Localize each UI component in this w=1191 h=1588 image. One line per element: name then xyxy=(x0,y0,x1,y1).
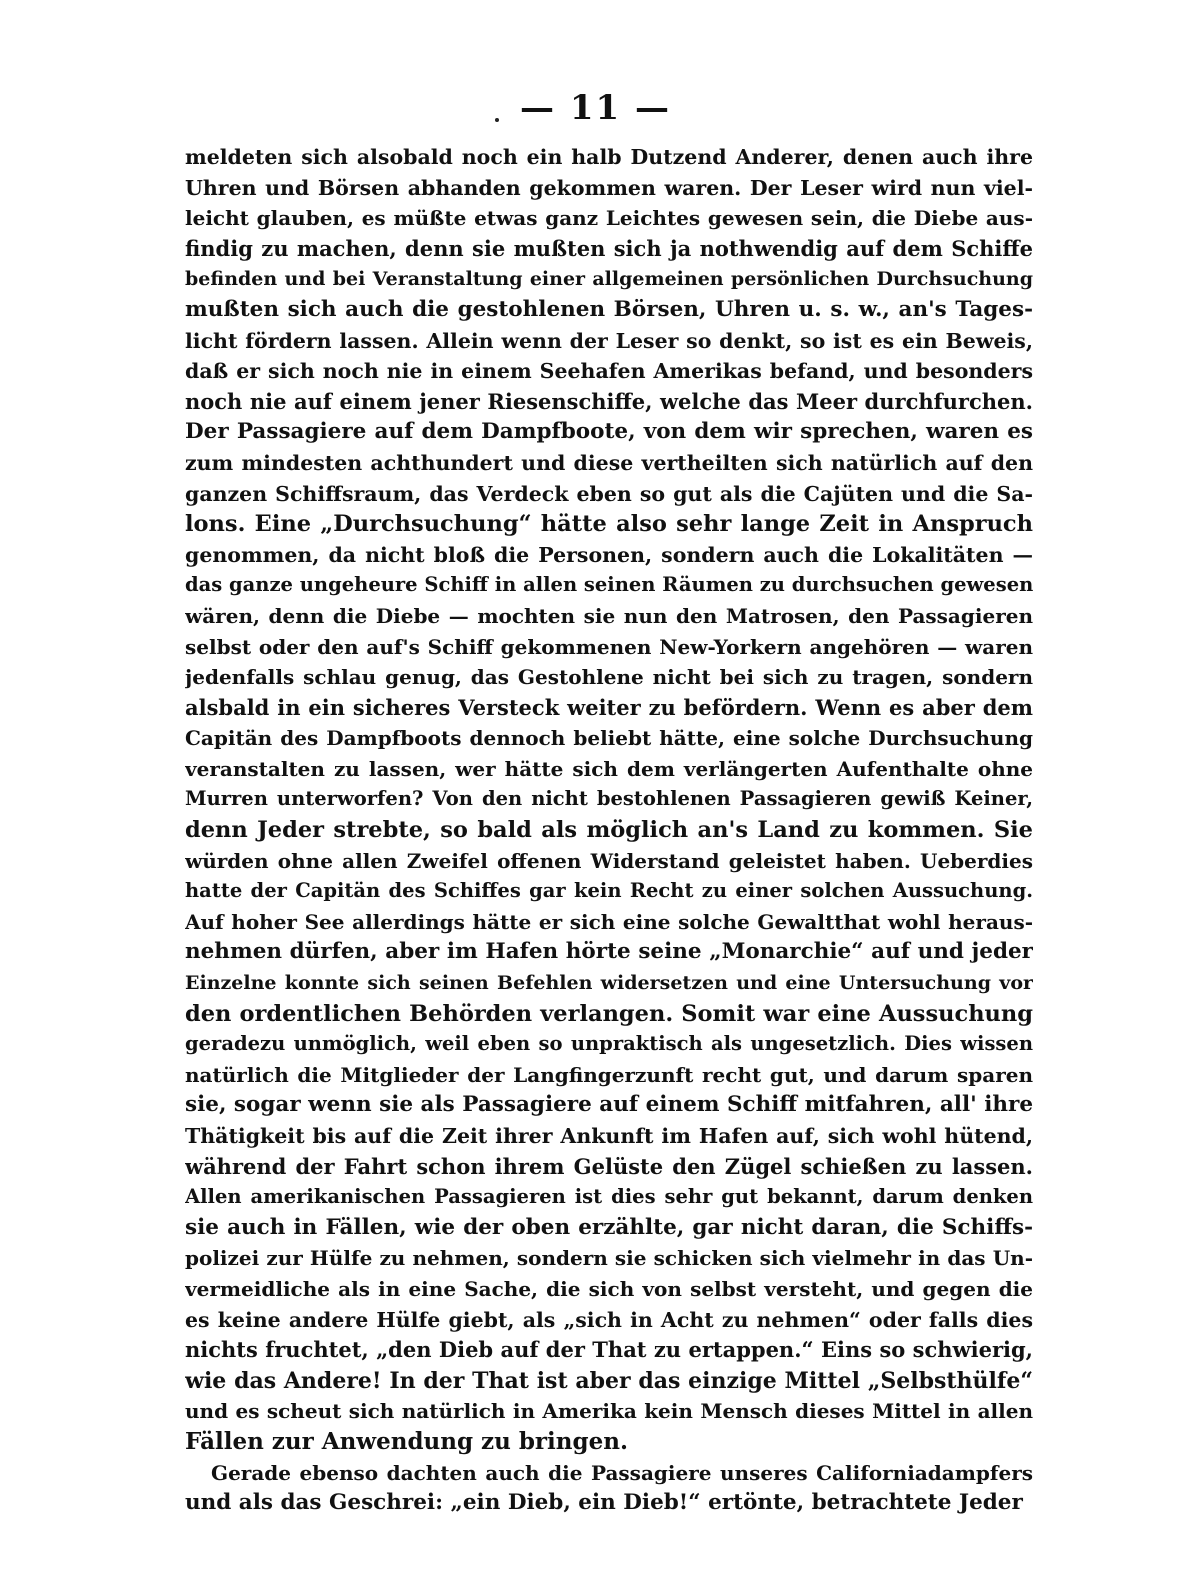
text-line: Uhren und Börsen abhanden gekommen waren. Der Leser wird nun viel- xyxy=(185,175,1033,200)
text-line: denn Jeder strebte, so bald als möglich an's Land zu kommen. Sie xyxy=(185,817,1033,844)
text-line: ganzen Schiffsraum, das Verdeck eben so gut als die Cajüten und die Sa- xyxy=(185,481,1033,506)
text-line: selbst oder den auf's Schiff gekommenen New-Yorkern angehören — waren xyxy=(185,634,1033,659)
text-line: leicht glauben, es müßte etwas ganz Leichtes gewesen sein, die Diebe aus- xyxy=(185,206,1033,231)
text-line: Allen amerikanischen Passagieren ist dies sehr gut bekannt, darum denken xyxy=(185,1185,1033,1209)
text-line: mußten sich auch die gestohlenen Börsen, Uhren u. s. w., an's Tages- xyxy=(185,296,1033,322)
text-line: lons. Eine „Durchsuchung“ hätte also sehr lange Zeit in Anspruch xyxy=(185,511,1033,538)
text-line: es keine andere Hülfe giebt, als „sich in Acht zu nehmen“ oder falls dies xyxy=(185,1307,1033,1332)
text-line: vermeidliche als in eine Sache, die sich von selbst versteht, und gegen die xyxy=(185,1276,1033,1301)
text-line: das ganze ungeheure Schiff in allen seinen Räumen zu durchsuchen gewesen xyxy=(185,573,1033,597)
text-line: veranstalten zu lassen, wer hätte sich dem verlängerten Aufenthalte ohne xyxy=(185,756,1033,781)
text-line: und es scheut sich natürlich in Amerika kein Mensch dieses Mittel in allen xyxy=(185,1399,1033,1424)
text-line: sie auch in Fällen, wie der oben erzählte, gar nicht daran, die Schiffs- xyxy=(185,1214,1033,1240)
text-line: Fällen zur Anwendung zu bringen. xyxy=(185,1427,628,1455)
text-line: während der Fahrt schon ihrem Gelüste den Zügel schießen zu lassen. xyxy=(185,1153,1033,1179)
text-line: nichts fruchtet, „den Dieb auf der That zu ertappen.“ Eins so schwierig, xyxy=(185,1337,1033,1363)
text-line: den ordentlichen Behörden verlangen. Somit war eine Aussuchung xyxy=(185,1000,1033,1027)
text-line: noch nie auf einem jener Riesenschiffe, welche das Meer durchfurchen. xyxy=(185,388,1033,414)
body-text xyxy=(185,142,1033,1519)
text-line: alsbald in ein sicheres Versteck weiter zu befördern. Wenn es aber dem xyxy=(185,694,1033,720)
page-number: — 11 — xyxy=(520,88,671,128)
text-line: meldeten sich alsobald noch ein halb Dutzend Anderer, denen auch ihre xyxy=(185,145,1033,169)
text-line: Auf hoher See allerdings hätte er sich eine solche Gewaltthat wohl heraus- xyxy=(185,909,1033,934)
text-line: Einzelne konnte sich seinen Befehlen widersetzen und eine Untersuchung vor xyxy=(185,972,1033,995)
text-line: befinden und bei Veranstaltung einer allgemeinen persönlichen Durchsuchung xyxy=(185,268,1033,291)
text-line: geradezu unmöglich, weil eben so unpraktisch als ungesetzlich. Dies wissen xyxy=(185,1032,1033,1056)
text-line: und als das Geschrei: „ein Dieb, ein Dieb!“ ertönte, betrachtete Jeder xyxy=(185,1490,1023,1516)
text-line: zum mindesten achthundert und diese vertheilten sich natürlich auf den xyxy=(185,450,1033,475)
text-line: wie das Andere! In der That ist aber das einzige Mittel „Selbsthülfe“ xyxy=(185,1367,1033,1394)
text-line: findig zu machen, denn sie mußten sich ja nothwendig auf dem Schiffe xyxy=(185,235,1033,261)
print-speck xyxy=(495,118,499,122)
text-line: jedenfalls schlau genug, das Gestohlene nicht bei sich zu tragen, sondern xyxy=(185,665,1033,690)
text-line: Der Passagiere auf dem Dampfboote, von dem wir sprechen, waren es xyxy=(185,419,1033,445)
text-line: sie, sogar wenn sie als Passagiere auf einem Schiff mitfahren, all' ihre xyxy=(185,1092,1033,1118)
text-line: Thätigkeit bis auf die Zeit ihrer Ankunft im Hafen auf, sich wohl hütend, xyxy=(185,1124,1033,1148)
text-line: würden ohne allen Zweifel offenen Widerstand geleistet haben. Ueberdies xyxy=(185,848,1033,873)
text-line: licht fördern lassen. Allein wenn der Leser so denkt, so ist es ein Beweis, xyxy=(185,328,1033,353)
text-line: polizei zur Hülfe zu nehmen, sondern sie schicken sich vielmehr in das Un- xyxy=(185,1246,1033,1271)
text-line: hatte der Capitän des Schiffes gar kein Recht zu einer solchen Aussuchung. xyxy=(185,879,1033,903)
text-line: nehmen dürfen, aber im Hafen hörte seine „Monarchie“ auf und jeder xyxy=(185,939,1033,965)
text-line: genommen, da nicht bloß die Personen, sondern auch die Lokalitäten — xyxy=(185,542,1033,567)
text-line: Murren unterworfen? Von den nicht bestohlenen Passagieren gewiß Keiner, xyxy=(185,787,1033,811)
text-line: Capitän des Dampfboots dennoch beliebt hätte, eine solche Durchsuchung xyxy=(185,726,1033,751)
text-line: wären, denn die Diebe — mochten sie nun den Matrosen, den Passagieren xyxy=(185,603,1033,628)
text-line: daß er sich noch nie in einem Seehafen Amerikas befand, und besonders xyxy=(185,359,1033,384)
text-line: natürlich die Mitglieder der Langfingerzunft recht gut, und darum sparen xyxy=(185,1062,1033,1087)
text-line: Gerade ebenso dachten auch die Passagiere unseres Californiadampfers xyxy=(211,1460,1033,1485)
